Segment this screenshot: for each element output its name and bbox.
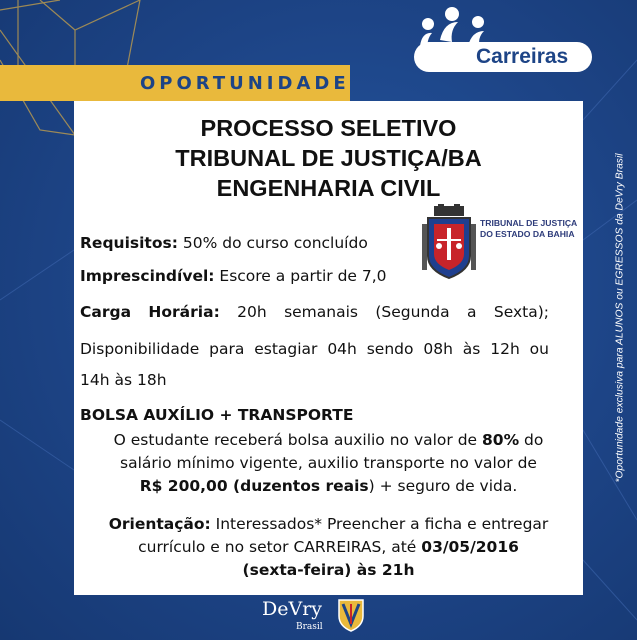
devry-logo [262,596,382,636]
banner-text: OPORTUNIDADE [140,72,350,94]
bolsa-paragraph [74,429,583,498]
carga-word: semanais [284,303,358,321]
requisitos-label: Requisitos: [80,234,178,252]
carreiras-logo [406,4,592,76]
disp-word: ou [529,340,549,358]
logo-pill [414,42,592,72]
title-line: PROCESSO SELETIVO [200,115,457,141]
imprescindivel-line [80,267,387,285]
bolsa-amount-words: (duzentos reais [227,477,369,495]
bolsa-line [74,429,583,452]
carga-word: Carga [80,303,132,321]
bolsa-line [74,475,583,498]
carga-word: (Segunda [375,303,450,321]
court-name-line: DO ESTADO DA BAHIA [480,229,575,239]
requisitos-line [80,234,368,252]
disponibilidade-last-line: 14h às 18h [80,371,167,389]
orientacao-line: (sexta-feira) às 21h [242,561,415,579]
disp-word: para [209,340,245,358]
logo-text: Carreiras [476,45,569,68]
carga-horaria-line [80,303,549,321]
carga-word: Horária: [148,303,220,321]
bolsa-text: O estudante receberá bolsa auxilio no valor de [113,431,483,449]
disp-word: 12h [490,340,520,358]
court-name-line: TRIBUNAL DE JUSTIÇA [480,218,578,228]
bolsa-line: salário mínimo vigente, auxilio transporte no valor de [120,454,537,472]
carga-word: Sexta); [493,303,549,321]
disp-word: Disponibilidade [80,340,200,358]
court-coat-of-arms-icon [422,204,476,280]
court-name [480,218,577,240]
disp-word: 08h [423,340,453,358]
devry-name: DeVry [262,598,323,620]
disp-word: às [462,340,481,358]
carga-word: 20h [237,303,267,321]
orientacao-label: Orientação: [108,515,211,533]
requisitos-value: 50% do curso concluído [182,234,368,252]
bolsa-amount: R$ 200,00 [139,477,228,495]
title-line: ENGENHARIA CIVIL [216,175,441,201]
deadline-date: 03/05/2016 [421,538,519,556]
disponibilidade-line [80,340,549,358]
imprescindivel-label: Imprescindível: [80,267,215,285]
disp-word: 04h [327,340,357,358]
court-logo [422,204,580,284]
disp-word: estagiar [254,340,318,358]
page-title [74,113,583,203]
carga-word: a [466,303,477,321]
imprescindivel-value: Escore a partir de 7,0 [219,267,387,285]
orientacao-text: currículo e no setor CARREIRAS, até [138,538,422,556]
devry-sub: Brasil [296,622,323,632]
orientacao-text: Interessados* Preencher a ficha e entregar [210,515,549,533]
orientacao-line [74,536,583,559]
opportunity-banner [0,65,350,101]
devry-shield-icon [338,598,364,632]
side-note-text: *Oportunidade exclusiva para ALUNOS ou EGRESSOS da DeVry Brasil [614,153,626,483]
bolsa-text: ) + seguro de vida. [368,477,518,495]
disp-word: sendo [366,340,414,358]
orientacao-line [74,513,583,536]
bolsa-text: do [519,431,544,449]
bolsa-heading: BOLSA AUXÍLIO + TRANSPORTE [80,406,354,424]
content-card [74,101,583,595]
title-line: TRIBUNAL DE JUSTIÇA/BA [175,145,482,171]
orientacao-paragraph [74,513,583,582]
bolsa-percent: 80% [482,431,520,449]
